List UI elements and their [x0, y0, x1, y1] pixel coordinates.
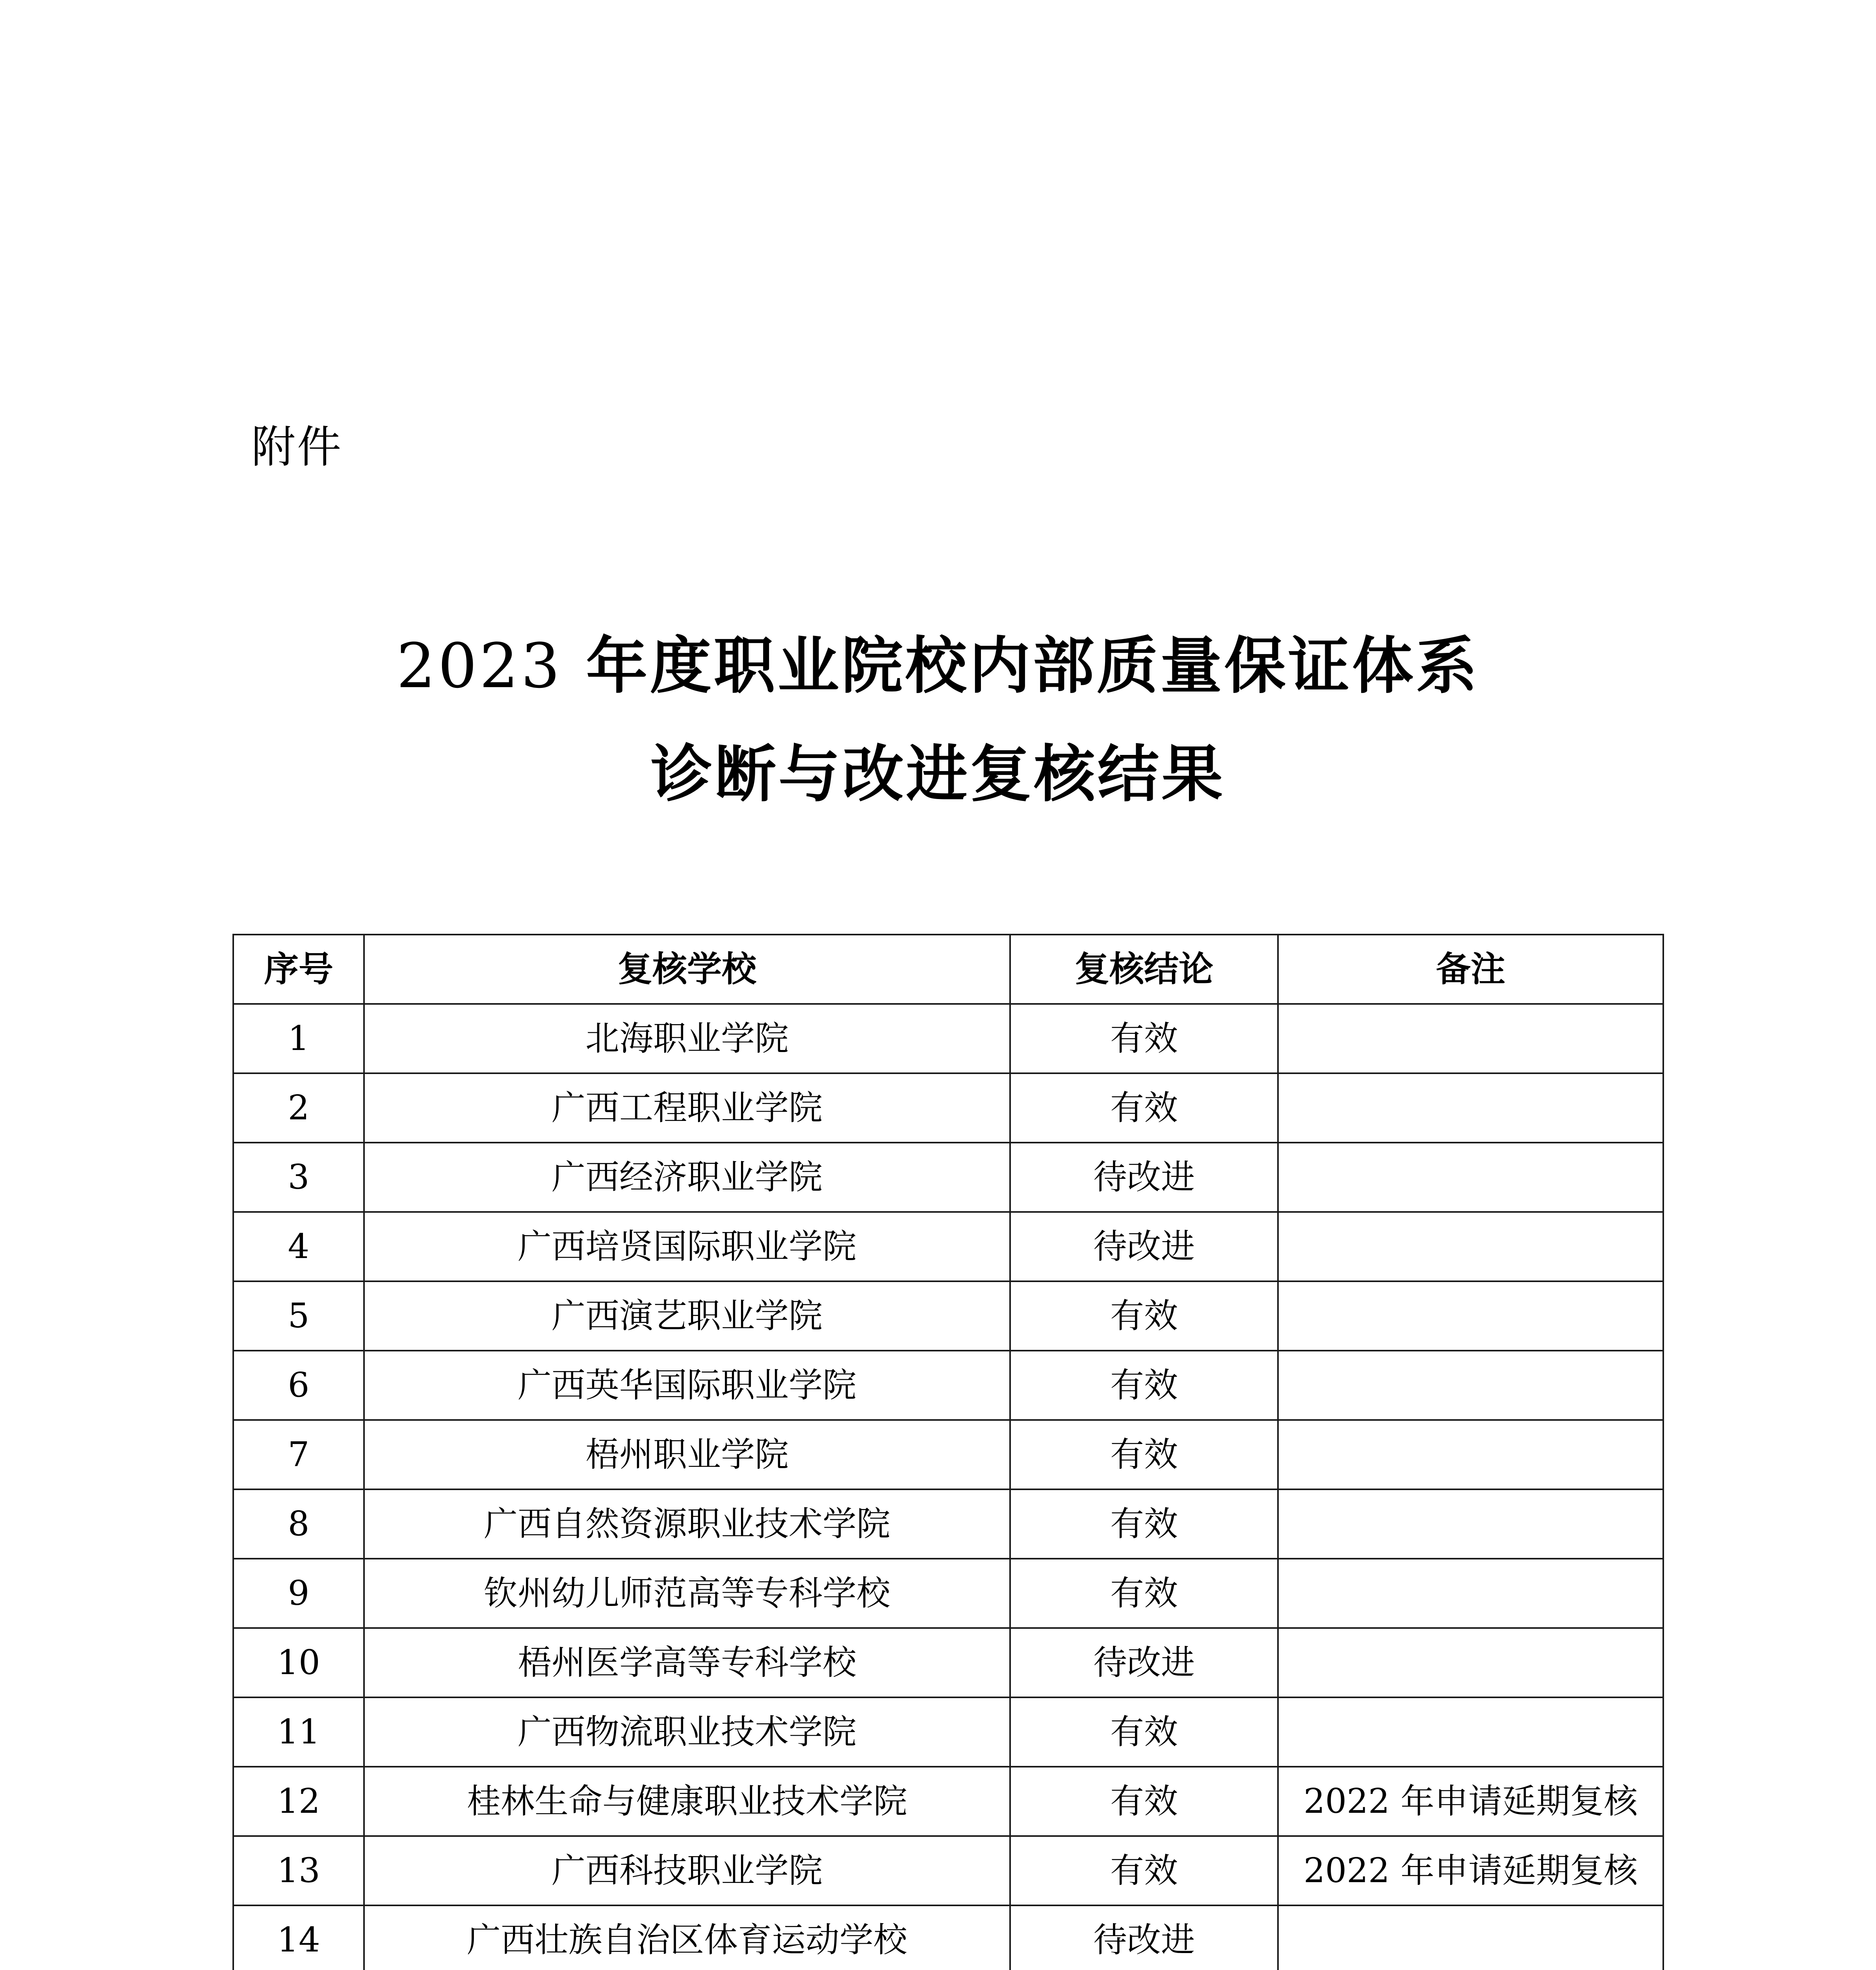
conclusion-cell: 有效: [1010, 1767, 1278, 1836]
attachment-label: 附件: [251, 422, 343, 473]
table-row: [233, 1697, 1663, 1767]
serial-number-cell: 5: [233, 1281, 364, 1351]
conclusion-cell: 有效: [1010, 1836, 1278, 1905]
serial-number-cell: 7: [233, 1420, 364, 1489]
conclusion-cell: 有效: [1010, 1559, 1278, 1628]
remarks-cell: 2022 年申请延期复核: [1278, 1836, 1663, 1905]
table-row: [233, 1489, 1663, 1559]
remarks-cell: [1278, 1489, 1663, 1559]
header-school: 复核学校: [364, 935, 1010, 1004]
remarks-cell: [1278, 1905, 1663, 1970]
remarks-cell: [1278, 1559, 1663, 1628]
conclusion-cell: 有效: [1010, 1351, 1278, 1420]
table-row: [233, 1143, 1663, 1212]
serial-number-cell: 2: [233, 1073, 364, 1143]
conclusion-cell: 有效: [1010, 1281, 1278, 1351]
remarks-cell: [1278, 1212, 1663, 1281]
conclusion-cell: 有效: [1010, 1420, 1278, 1489]
serial-number-cell: 1: [233, 1004, 364, 1073]
remarks-cell: 2022 年申请延期复核: [1278, 1767, 1663, 1836]
table-row: [233, 1836, 1663, 1905]
table-row: [233, 1420, 1663, 1489]
conclusion-cell: 待改进: [1010, 1905, 1278, 1970]
table-row: [233, 1073, 1663, 1143]
serial-number-cell: 10: [233, 1628, 364, 1697]
conclusion-cell: 有效: [1010, 1073, 1278, 1143]
table-row: [233, 1281, 1663, 1351]
school-name-cell: 广西科技职业学院: [364, 1836, 1010, 1905]
remarks-cell: [1278, 1420, 1663, 1489]
table-header-row: [233, 935, 1663, 1004]
title-line-1-text: 年度职业院校内部质量保证体系: [562, 630, 1480, 702]
remarks-cell: [1278, 1697, 1663, 1767]
school-name-cell: 广西物流职业技术学院: [364, 1697, 1010, 1767]
serial-number-cell: 11: [233, 1697, 364, 1767]
remarks-cell: [1278, 1281, 1663, 1351]
school-name-cell: 北海职业学院: [364, 1004, 1010, 1073]
school-name-cell: 梧州职业学院: [364, 1420, 1010, 1489]
school-name-cell: 广西自然资源职业技术学院: [364, 1489, 1010, 1559]
school-name-cell: 桂林生命与健康职业技术学院: [364, 1767, 1010, 1836]
table-body: [233, 1004, 1663, 1970]
document-title-line-2: 诊断与改进复核结果: [651, 738, 1225, 810]
school-name-cell: 广西培贤国际职业学院: [364, 1212, 1010, 1281]
school-name-cell: 广西英华国际职业学院: [364, 1351, 1010, 1420]
serial-number-cell: 6: [233, 1351, 364, 1420]
review-result-table: [232, 934, 1664, 1970]
school-name-cell: 梧州医学高等专科学校: [364, 1628, 1010, 1697]
document-title-line-1: [0, 619, 1876, 713]
school-name-cell: 广西演艺职业学院: [364, 1281, 1010, 1351]
serial-number-cell: 3: [233, 1143, 364, 1212]
conclusion-cell: 有效: [1010, 1697, 1278, 1767]
conclusion-cell: 有效: [1010, 1004, 1278, 1073]
school-name-cell: 钦州幼儿师范高等专科学校: [364, 1559, 1010, 1628]
conclusion-cell: 待改进: [1010, 1628, 1278, 1697]
school-name-cell: 广西工程职业学院: [364, 1073, 1010, 1143]
serial-number-cell: 4: [233, 1212, 364, 1281]
remarks-cell: [1278, 1143, 1663, 1212]
serial-number-cell: 12: [233, 1767, 364, 1836]
serial-number-cell: 8: [233, 1489, 364, 1559]
title-year: 2023: [396, 630, 563, 702]
conclusion-cell: 待改进: [1010, 1212, 1278, 1281]
remarks-cell: [1278, 1351, 1663, 1420]
school-name-cell: 广西经济职业学院: [364, 1143, 1010, 1212]
serial-number-cell: 13: [233, 1836, 364, 1905]
serial-number-cell: 9: [233, 1559, 364, 1628]
table-row: [233, 1351, 1663, 1420]
table-row: [233, 1628, 1663, 1697]
serial-number-cell: 14: [233, 1905, 364, 1970]
remarks-cell: [1278, 1628, 1663, 1697]
conclusion-cell: 有效: [1010, 1489, 1278, 1559]
header-serial-number: 序号: [233, 935, 364, 1004]
table-row: [233, 1212, 1663, 1281]
remarks-cell: [1278, 1073, 1663, 1143]
conclusion-cell: 待改进: [1010, 1143, 1278, 1212]
header-conclusion: 复核结论: [1010, 935, 1278, 1004]
table-row: [233, 1559, 1663, 1628]
remarks-cell: [1278, 1004, 1663, 1073]
table-row: [233, 1905, 1663, 1970]
header-remarks: 备注: [1278, 935, 1663, 1004]
table-row: [233, 1767, 1663, 1836]
table-row: [233, 1004, 1663, 1073]
school-name-cell: 广西壮族自治区体育运动学校: [364, 1905, 1010, 1970]
